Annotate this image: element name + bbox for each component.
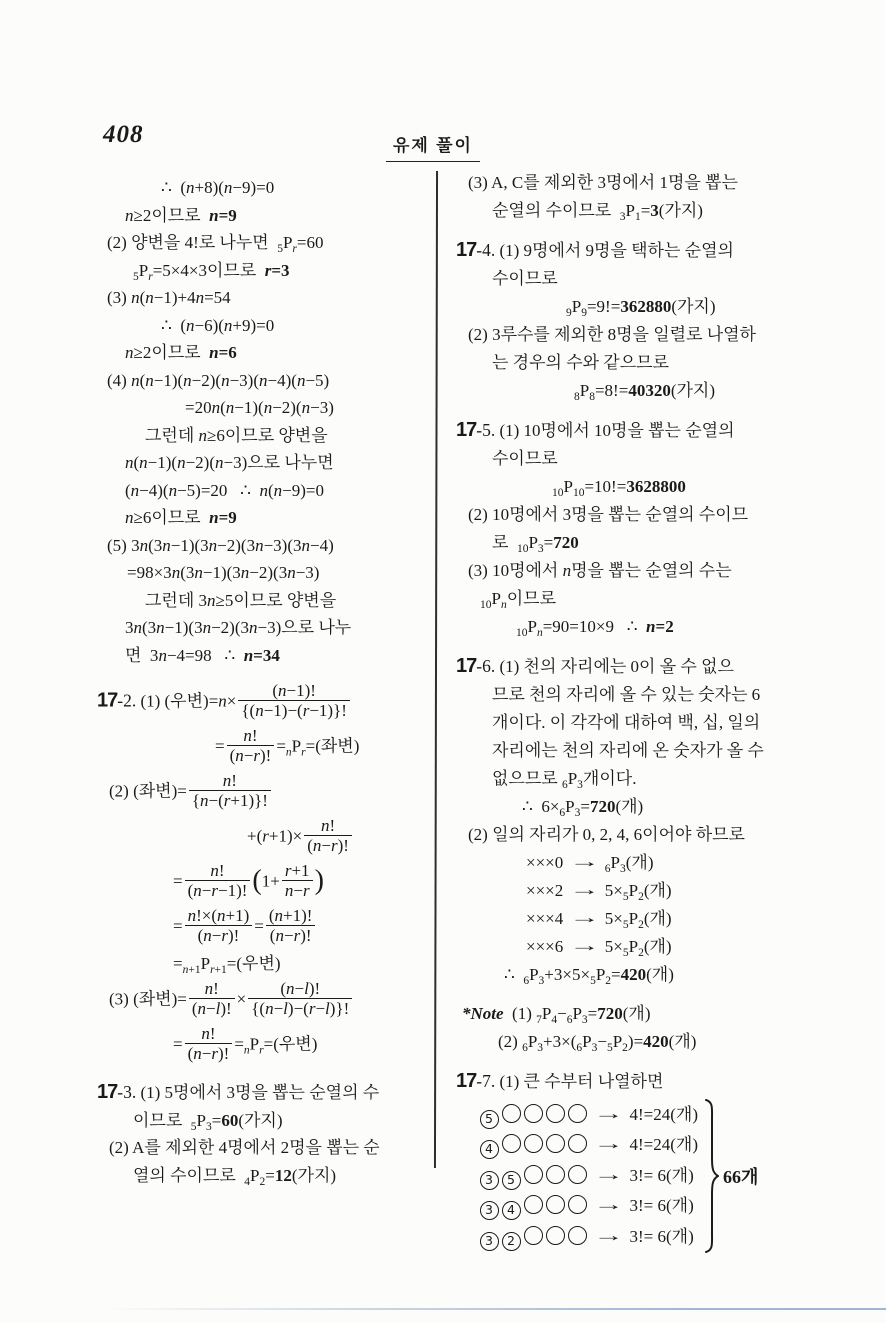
text-line: $=_{n+1}P_{r+1}=$(우변) (173, 954, 281, 977)
text-line: (n−4)(n−5)=20 ∴ n(n−9)=0 (125, 480, 325, 500)
text-line: =20n(n−1)(n−2)(n−3) (185, 398, 334, 417)
text-line: 17-7. (1) 큰 수부터 나열하면 (456, 1070, 664, 1092)
text-line: 17-6. (1) 천의 자리에는 0이 올 수 없으 (456, 655, 734, 677)
text-line: 수이므로 (492, 449, 558, 468)
page-title: 유제 풀이 (386, 131, 480, 162)
text-line: n≥2이므로 n=6 (125, 343, 237, 362)
text-line: (2) 일의 자리가 0, 2, 4, 6이어야 하므로 (468, 825, 745, 844)
text-line: 5 → 4!=24(개) (478, 1100, 698, 1131)
text-line: 그런데 n≥6이므로 양변을 (145, 425, 328, 445)
text-line: n≥2이므로 n=9 (125, 205, 237, 225)
text-line: = $\frac{n!}{(n-r-1)!}$ (1+ $\frac{r+1}{n-r}$ ) (173, 861, 324, 901)
text-line: 없으므로 $_6P_3$개이다. (492, 769, 637, 791)
text-line: (2) $_6P_3+3\times(_6P_3-_5P_2)=420$(개) (498, 1032, 697, 1054)
text-line: (3) (좌변)= $\frac{n!}{(n-l)!}$ × $\frac{(n-l)!}{\{(n-l)-(r-l)\}!}$ (97, 978, 437, 1023)
brace-icon (703, 1098, 719, 1254)
text-line: $\times\times\times 4 \to 5\times_5P_2$(개) (526, 908, 672, 931)
text-line: n≥6이므로 n=9 (125, 508, 237, 527)
text-line: (3) A, C를 제외한 3명에서 1명을 뽑는 (468, 173, 738, 192)
text-line: 그런데 3n≥5이므로 양변을 (145, 590, 337, 610)
text-line: $\times\times\times 6 \to 5\times_5P_2$(개) (526, 936, 672, 959)
text-line: (4) n(n−1)(n−2)(n−3)(n−4)(n−5) (107, 370, 330, 390)
text-line: 자리에는 천의 자리에 온 숫자가 올 수 (492, 741, 764, 760)
text-line: $\times\times\times 2 \to 5\times_5P_2$(개) (526, 880, 672, 903)
text-line: = $\frac{n!}{(n-r)!}$ $=_nP_r=$(좌변) (215, 726, 360, 766)
text-line: $_{10}P_n=90=10\times 9$ ∴ n=2 (516, 617, 674, 639)
text-line: 17-2. (1) (우변)=n× $\frac{(n-1)!}{\{(n-1)-(r-1)\}!}$ (97, 680, 437, 725)
text-line: 로 $_{10}P_3=720$ (492, 533, 579, 555)
text-line: 17-4. (1) 9명에서 9명을 택하는 순열의 (456, 239, 734, 261)
right-column (456, 169, 816, 1254)
text-line: 개이다. 이 각각에 대하여 백, 십, 일의 (492, 713, 761, 732)
text-line: 3 5 → 3!= 6(개) (478, 1161, 698, 1192)
text-line: 수이므로 (492, 269, 558, 288)
text-line: 순열의 수이므로 $_3P_1=3$(가지) (492, 201, 703, 223)
text-line: ∴ (n−6)(n+9)=0 (161, 315, 275, 335)
text-line: $_9P_9=9!=362880$(가지) (566, 297, 716, 319)
text-line: = $\frac{n!\times(n+1)}{(n-r)!}$ = $\frac{(n+1)!}{(n-r)!}$ (97, 905, 437, 950)
left-column (97, 174, 437, 1189)
text-line: ∴ $_6P_3+3\times 5\times_5P_2=420$(개) (504, 965, 674, 987)
text-line: +(r+1)× $\frac{n!}{(n-r)!}$ (97, 815, 437, 860)
text-line: (2) A를 제외한 4명에서 2명을 뽑는 순 (109, 1138, 380, 1157)
text-line: 3 4 → 3!= 6(개) (478, 1191, 698, 1222)
text-line: *Note (1) $_7P_4-_6P_3=720$(개) (462, 1004, 651, 1026)
text-line: (2) 3루수를 제외한 8명을 일렬로 나열하 (468, 325, 756, 344)
enumeration-group (456, 1098, 816, 1254)
text-line: 므로 천의 자리에 올 수 있는 숫자는 6 (492, 685, 761, 704)
text-line: 4 → 4!=24(개) (478, 1130, 698, 1161)
text-line: (2) (좌변)= $\frac{n!}{\{n-(r+1)\}!}$ (97, 770, 437, 815)
text-line: 는 경우의 수와 같으므로 (492, 353, 669, 372)
text-line: $_{10}P_{10}=10!=3628800$ (552, 477, 686, 499)
text-line: (3) 10명에서 n명을 뽑는 순열의 수는 (468, 561, 732, 580)
text-line: ∴ $6\times_6P_3=720$(개) (522, 797, 644, 819)
text-line: (3) n(n−1)+4n=54 (107, 288, 231, 307)
text-line: $\times\times\times 0 \to _6P_3$(개) (526, 852, 654, 875)
text-line: 17-5. (1) 10명에서 10명을 뽑는 순열의 (456, 419, 735, 441)
text-line: 이므로 $_5P_3=60$(가지) (133, 1110, 283, 1133)
text-line: (2) 양변을 4!로 나누면 $_5P_r=60$ (107, 233, 324, 255)
text-line: = $\frac{n!}{(n-r)!}$ $=_nP_r=$(우변) (173, 1023, 318, 1063)
text-line: $_5P_r=5\times 4\times 3$이므로 r=3 (133, 260, 290, 283)
text-line: 3 2 → 3!= 6(개) (478, 1222, 698, 1253)
text-line: (2) 10명에서 3명을 뽑는 순열의 수이므 (468, 505, 749, 524)
text-line: 17-3. (1) 5명에서 3명을 뽑는 순열의 수 (97, 1081, 380, 1103)
text-line: 열의 수이므로 $_4P_2=12$(가지) (133, 1165, 337, 1188)
text-line: 3n(3n−1)(3n−2)(3n−3)으로 나누 (125, 618, 352, 637)
text-line: n(n−1)(n−2)(n−3)으로 나누면 (125, 453, 334, 472)
text-line: $_8P_8=8!=40320$(가지) (574, 381, 715, 403)
text-line: ∴ (n+8)(n−9)=0 (161, 178, 275, 197)
group-count-label: 66개 (723, 1167, 759, 1187)
page-number: 408 (103, 121, 144, 148)
text-line: =98×3n(3n−1)(3n−2)(3n−3) (127, 563, 320, 582)
text-line: $_{10}P_n$이므로 (480, 589, 556, 611)
text-line: (5) 3n(3n−1)(3n−2)(3n−3)(3n−4) (107, 535, 334, 555)
text-line: 면 3n−4=98 ∴ n=34 (125, 645, 280, 665)
scan-artifact-line (104, 1308, 886, 1310)
